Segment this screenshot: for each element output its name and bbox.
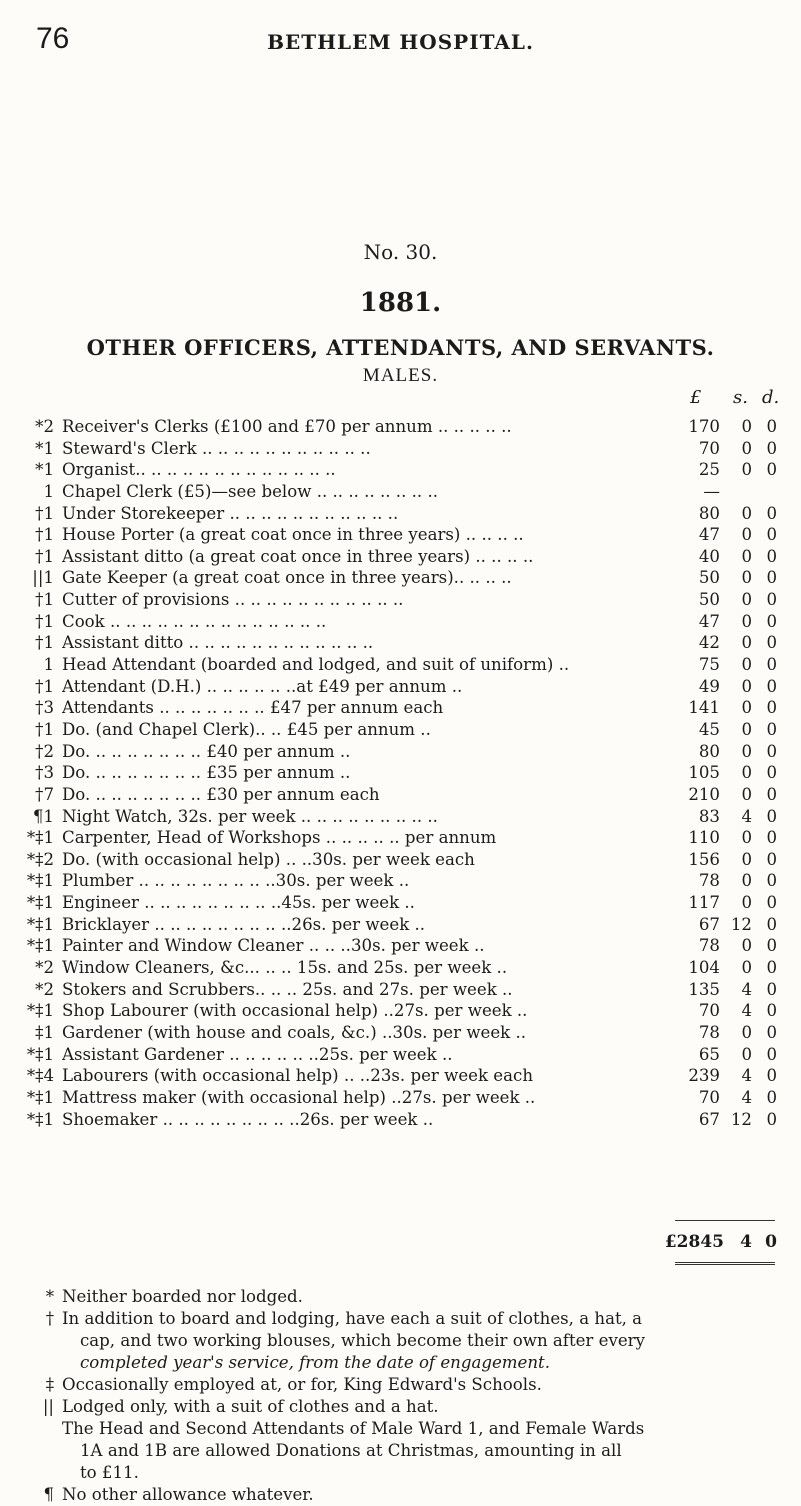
table-row xyxy=(22,958,782,980)
row-pence: 0 xyxy=(766,590,777,610)
running-header: BETHLEM HOSPITAL. xyxy=(267,30,534,54)
row-mark: *‡1 xyxy=(26,893,54,913)
row-mark: *‡1 xyxy=(26,1087,54,1107)
total-pence: 0 xyxy=(765,1232,777,1252)
row-pence: 0 xyxy=(766,849,777,869)
table-row xyxy=(22,677,782,699)
row-mark: †1 xyxy=(35,719,54,739)
row-shillings: 0 xyxy=(741,849,752,869)
row-pence: 0 xyxy=(766,1087,777,1107)
footnote-mark: † xyxy=(45,1309,54,1328)
table-row xyxy=(22,1110,782,1132)
table-row xyxy=(22,568,782,590)
row-pence: 0 xyxy=(766,546,777,566)
row-description: Window Cleaners, &c... .. .. 15s. and 25s. per week .. xyxy=(62,958,508,978)
row-description: Organist.. .. .. .. .. .. .. .. .. .. .. .. .. xyxy=(62,460,336,480)
table-row xyxy=(22,893,782,915)
pence-header: d. xyxy=(762,387,780,408)
row-pounds: 141 xyxy=(688,698,720,718)
table-row xyxy=(22,1023,782,1045)
row-description: Assistant ditto (a great coat once in three years) .. .. .. .. xyxy=(62,546,534,566)
row-pounds: 65 xyxy=(698,1044,720,1064)
row-pounds: 78 xyxy=(698,936,720,956)
row-pounds: 117 xyxy=(688,893,720,913)
row-pence: 0 xyxy=(766,936,777,956)
row-shillings: 0 xyxy=(741,417,752,436)
footnote xyxy=(22,1396,782,1418)
row-description: Labourers (with occasional help) .. ..23s. per week each xyxy=(62,1066,534,1086)
row-shillings: 0 xyxy=(741,676,752,696)
row-pence: 0 xyxy=(766,979,777,999)
row-pounds: 50 xyxy=(698,590,720,610)
row-shillings: 0 xyxy=(741,741,752,761)
pounds-header: £ xyxy=(690,387,702,408)
table-row xyxy=(22,936,782,958)
row-shillings: 0 xyxy=(741,1022,752,1042)
row-description: Carpenter, Head of Workshops .. .. .. .. .. per annum xyxy=(62,828,497,848)
row-mark: ||1 xyxy=(32,568,54,588)
row-pence: 0 xyxy=(766,417,777,436)
row-description: Head Attendant (boarded and lodged, and suit of uniform) .. xyxy=(62,655,570,675)
table-row xyxy=(22,698,782,720)
table-row xyxy=(22,439,782,461)
row-pence: 0 xyxy=(766,1001,777,1021)
footnote-mark: || xyxy=(42,1397,54,1416)
row-pounds: 70 xyxy=(698,438,720,458)
table-row xyxy=(22,482,782,504)
row-pence: 0 xyxy=(766,914,777,934)
row-description: Do. .. .. .. .. .. .. .. £40 per annum .. xyxy=(62,741,351,761)
footnote xyxy=(22,1484,782,1506)
row-description: Shoemaker .. .. .. .. .. .. .. .. ..26s. per week .. xyxy=(62,1109,434,1129)
row-shillings: 0 xyxy=(741,958,752,978)
row-shillings: 0 xyxy=(741,611,752,631)
row-mark: †1 xyxy=(35,676,54,696)
table-number: No. 30. xyxy=(363,240,438,264)
row-pounds: 104 xyxy=(688,958,720,978)
table-row xyxy=(22,828,782,850)
table-row xyxy=(22,1001,782,1023)
row-pence: 0 xyxy=(766,1044,777,1064)
section-title: OTHER OFFICERS, ATTENDANTS, AND SERVANTS. xyxy=(86,335,715,360)
row-pounds: 80 xyxy=(698,503,720,523)
row-pence: 0 xyxy=(766,719,777,739)
row-mark: *2 xyxy=(35,417,54,436)
row-pence: 0 xyxy=(766,676,777,696)
footnote-line: completed year's service, from the date of engagement. xyxy=(80,1353,550,1372)
row-description: Assistant ditto .. .. .. .. .. .. .. .. .. .. .. .. xyxy=(62,633,374,653)
row-pence: 0 xyxy=(766,568,777,588)
row-shillings: 0 xyxy=(741,438,752,458)
row-pence: 0 xyxy=(766,763,777,783)
row-description: Receiver's Clerks (£100 and £70 per annum .. .. .. .. .. xyxy=(62,417,512,436)
table-row xyxy=(22,1066,782,1088)
footnote xyxy=(22,1374,782,1396)
row-pounds: 50 xyxy=(698,568,720,588)
row-pence: 0 xyxy=(766,784,777,804)
row-description: Shop Labourer (with occasional help) ..27s. per week .. xyxy=(62,1001,528,1021)
row-pounds: 110 xyxy=(688,828,720,848)
row-description: Bricklayer .. .. .. .. .. .. .. .. ..26s. per week .. xyxy=(62,914,426,934)
row-pounds: 156 xyxy=(688,849,720,869)
row-pence: 0 xyxy=(766,460,777,480)
row-mark: *‡1 xyxy=(26,936,54,956)
row-mark: *‡1 xyxy=(26,871,54,891)
footnote-line: 1A and 1B are allowed Donations at Christmas, amounting in all xyxy=(80,1441,622,1460)
page-number: 76 xyxy=(36,22,70,55)
row-pounds: 105 xyxy=(688,763,720,783)
row-pounds: 78 xyxy=(698,871,720,891)
row-pence: 0 xyxy=(766,633,777,653)
row-description: Stokers and Scrubbers.. .. .. 25s. and 27s. per week .. xyxy=(62,979,513,999)
row-mark: †1 xyxy=(35,525,54,545)
table-row xyxy=(22,612,782,634)
row-shillings: 0 xyxy=(741,525,752,545)
row-pounds: 25 xyxy=(698,460,720,480)
row-pounds: 170 xyxy=(688,417,720,436)
row-mark: *‡1 xyxy=(26,828,54,848)
row-description: Attendant (D.H.) .. .. .. .. .. ..at £49 per annum .. xyxy=(62,676,463,696)
row-mark: *1 xyxy=(35,460,54,480)
table-row xyxy=(22,980,782,1002)
row-pounds: 210 xyxy=(688,784,720,804)
row-mark: *‡1 xyxy=(26,1044,54,1064)
row-pounds: 78 xyxy=(698,1022,720,1042)
row-description: Under Storekeeper .. .. .. .. .. .. .. .. .. .. .. xyxy=(62,503,399,523)
row-description: Cook .. .. .. .. .. .. .. .. .. .. .. .. .. .. xyxy=(62,611,327,631)
row-pounds: 83 xyxy=(698,806,720,826)
row-description: Attendants .. .. .. .. .. .. .. £47 per annum each xyxy=(62,698,444,718)
row-shillings: 4 xyxy=(741,979,752,999)
table-row xyxy=(22,915,782,937)
row-mark: *2 xyxy=(35,958,54,978)
row-pounds: 42 xyxy=(698,633,720,653)
row-mark: †1 xyxy=(35,546,54,566)
row-pounds: 239 xyxy=(688,1066,720,1086)
row-description: House Porter (a great coat once in three years) .. .. .. .. xyxy=(62,525,524,545)
row-shillings: 0 xyxy=(741,719,752,739)
row-mark: 1 xyxy=(43,481,54,501)
row-pounds: 70 xyxy=(698,1001,720,1021)
table-row xyxy=(22,417,782,439)
footnote-mark: * xyxy=(45,1287,54,1306)
row-pence: 0 xyxy=(766,893,777,913)
row-pence: 0 xyxy=(766,958,777,978)
table-row xyxy=(22,785,782,807)
row-pounds: 45 xyxy=(698,719,720,739)
row-pence: 0 xyxy=(766,1022,777,1042)
table-row xyxy=(22,742,782,764)
row-mark: †1 xyxy=(35,503,54,523)
row-mark: *2 xyxy=(35,979,54,999)
row-pounds: 75 xyxy=(698,655,720,675)
row-mark: *‡4 xyxy=(26,1066,54,1086)
table-row xyxy=(22,763,782,785)
row-shillings: 0 xyxy=(741,633,752,653)
total-rule xyxy=(675,1220,775,1221)
row-description: Painter and Window Cleaner .. .. ..30s. per week .. xyxy=(62,936,485,956)
row-description: Do. .. .. .. .. .. .. .. £30 per annum each xyxy=(62,784,380,804)
footnote-line: No other allowance whatever. xyxy=(62,1485,314,1504)
row-description: Do. (with occasional help) .. ..30s. per week each xyxy=(62,849,475,869)
row-shillings: 4 xyxy=(741,1087,752,1107)
table-row xyxy=(22,720,782,742)
row-pounds: 80 xyxy=(698,741,720,761)
row-description: Steward's Clerk .. .. .. .. .. .. .. .. .. .. .. xyxy=(62,438,371,458)
row-shillings: 0 xyxy=(741,763,752,783)
row-shillings: 4 xyxy=(741,1066,752,1086)
row-shillings: 0 xyxy=(741,460,752,480)
row-shillings: 0 xyxy=(741,698,752,718)
row-mark: *1 xyxy=(35,438,54,458)
subsection-title: MALES. xyxy=(362,365,439,386)
row-pounds: — xyxy=(703,481,720,501)
row-description: Night Watch, 32s. per week .. .. .. .. .. .. .. .. .. xyxy=(62,806,438,826)
row-pounds: 67 xyxy=(698,914,720,934)
table-row xyxy=(22,525,782,547)
table-row xyxy=(22,850,782,872)
row-pounds: 49 xyxy=(698,676,720,696)
total-shillings: 4 xyxy=(740,1232,752,1252)
footnote-line: Lodged only, with a suit of clothes and a hat. xyxy=(62,1397,439,1416)
row-mark: *‡2 xyxy=(26,849,54,869)
footnote-line: In addition to board and lodging, have each a suit of clothes, a hat, a xyxy=(62,1309,643,1328)
row-mark: *‡1 xyxy=(26,1109,54,1129)
row-description: Assistant Gardener .. .. .. .. .. ..25s. per week .. xyxy=(62,1044,453,1064)
row-shillings: 0 xyxy=(741,936,752,956)
row-mark: †3 xyxy=(35,763,54,783)
row-description: Chapel Clerk (£5)—see below .. .. .. .. .. .. .. .. xyxy=(62,481,439,501)
row-shillings: 0 xyxy=(741,503,752,523)
row-description: Do. .. .. .. .. .. .. .. £35 per annum .. xyxy=(62,763,351,783)
row-pence: 0 xyxy=(766,438,777,458)
row-shillings: 12 xyxy=(730,1109,752,1129)
footnote-line: Occasionally employed at, or for, King Edward's Schools. xyxy=(62,1375,542,1394)
row-pence: 0 xyxy=(766,1109,777,1129)
row-mark: †7 xyxy=(35,784,54,804)
shillings-header: s. xyxy=(733,387,748,408)
footnote-line: Neither boarded nor lodged. xyxy=(62,1287,303,1306)
row-description: Gardener (with house and coals, &c.) ..30s. per week .. xyxy=(62,1022,527,1042)
row-mark: 1 xyxy=(43,655,54,675)
row-pounds: 135 xyxy=(688,979,720,999)
row-mark: †2 xyxy=(35,741,54,761)
row-pence: 0 xyxy=(766,655,777,675)
total-double-rule xyxy=(675,1262,775,1267)
row-description: Cutter of provisions .. .. .. .. .. .. .. .. .. .. .. xyxy=(62,590,404,610)
staff-table xyxy=(22,417,782,1131)
table-row xyxy=(22,1088,782,1110)
row-mark: *‡1 xyxy=(26,914,54,934)
footnote-line: to £11. xyxy=(80,1463,139,1482)
row-shillings: 0 xyxy=(741,568,752,588)
table-row xyxy=(22,1045,782,1067)
row-description: Mattress maker (with occasional help) ..27s. per week .. xyxy=(62,1087,536,1107)
row-pence: 0 xyxy=(766,806,777,826)
row-shillings: 0 xyxy=(741,655,752,675)
row-shillings: 0 xyxy=(741,871,752,891)
row-shillings: 0 xyxy=(741,1044,752,1064)
row-pounds: 47 xyxy=(698,611,720,631)
row-mark: *‡1 xyxy=(26,1001,54,1021)
table-row xyxy=(22,590,782,612)
row-mark: †3 xyxy=(35,698,54,718)
footnote-mark: ‡ xyxy=(45,1375,54,1394)
row-pence: 0 xyxy=(766,741,777,761)
table-row xyxy=(22,547,782,569)
row-description: Plumber .. .. .. .. .. .. .. .. ..30s. per week .. xyxy=(62,871,410,891)
row-pounds: 70 xyxy=(698,1087,720,1107)
table-row xyxy=(22,655,782,677)
row-shillings: 4 xyxy=(741,1001,752,1021)
table-row xyxy=(22,633,782,655)
table-row xyxy=(22,871,782,893)
total-pounds: £2845 xyxy=(664,1232,724,1252)
row-mark: ¶1 xyxy=(32,806,54,826)
row-shillings: 0 xyxy=(741,828,752,848)
row-mark: ‡1 xyxy=(35,1022,54,1042)
row-description: Gate Keeper (a great coat once in three years).. .. .. .. xyxy=(62,568,512,588)
row-pence: 0 xyxy=(766,611,777,631)
row-shillings: 12 xyxy=(730,914,752,934)
table-row xyxy=(22,504,782,526)
row-shillings: 4 xyxy=(741,806,752,826)
footnote-line: cap, and two working blouses, which become their own after every xyxy=(80,1331,645,1350)
footnote-mark: ¶ xyxy=(43,1485,54,1504)
table-row xyxy=(22,807,782,829)
footnote-line: The Head and Second Attendants of Male Ward 1, and Female Wards xyxy=(62,1419,645,1438)
row-pounds: 47 xyxy=(698,525,720,545)
footnotes xyxy=(22,1286,782,1506)
row-pounds: 40 xyxy=(698,546,720,566)
row-pounds: 67 xyxy=(698,1109,720,1129)
footnote xyxy=(22,1308,782,1374)
year: 1881. xyxy=(359,288,442,318)
row-shillings: 0 xyxy=(741,590,752,610)
row-description: Engineer .. .. .. .. .. .. .. .. ..45s. per week .. xyxy=(62,893,415,913)
row-shillings: 0 xyxy=(741,784,752,804)
row-pence: 0 xyxy=(766,525,777,545)
row-mark: †1 xyxy=(35,611,54,631)
row-pence: 0 xyxy=(766,828,777,848)
footnote xyxy=(22,1418,782,1484)
row-pence: 0 xyxy=(766,871,777,891)
row-shillings: 0 xyxy=(741,893,752,913)
row-pence: 0 xyxy=(766,698,777,718)
table-row xyxy=(22,460,782,482)
row-description: Do. (and Chapel Clerk).. .. £45 per annum .. xyxy=(62,719,431,739)
row-pence: 0 xyxy=(766,503,777,523)
row-mark: †1 xyxy=(35,633,54,653)
footnote xyxy=(22,1286,782,1308)
row-pence: 0 xyxy=(766,1066,777,1086)
row-shillings: 0 xyxy=(741,546,752,566)
row-mark: †1 xyxy=(35,590,54,610)
